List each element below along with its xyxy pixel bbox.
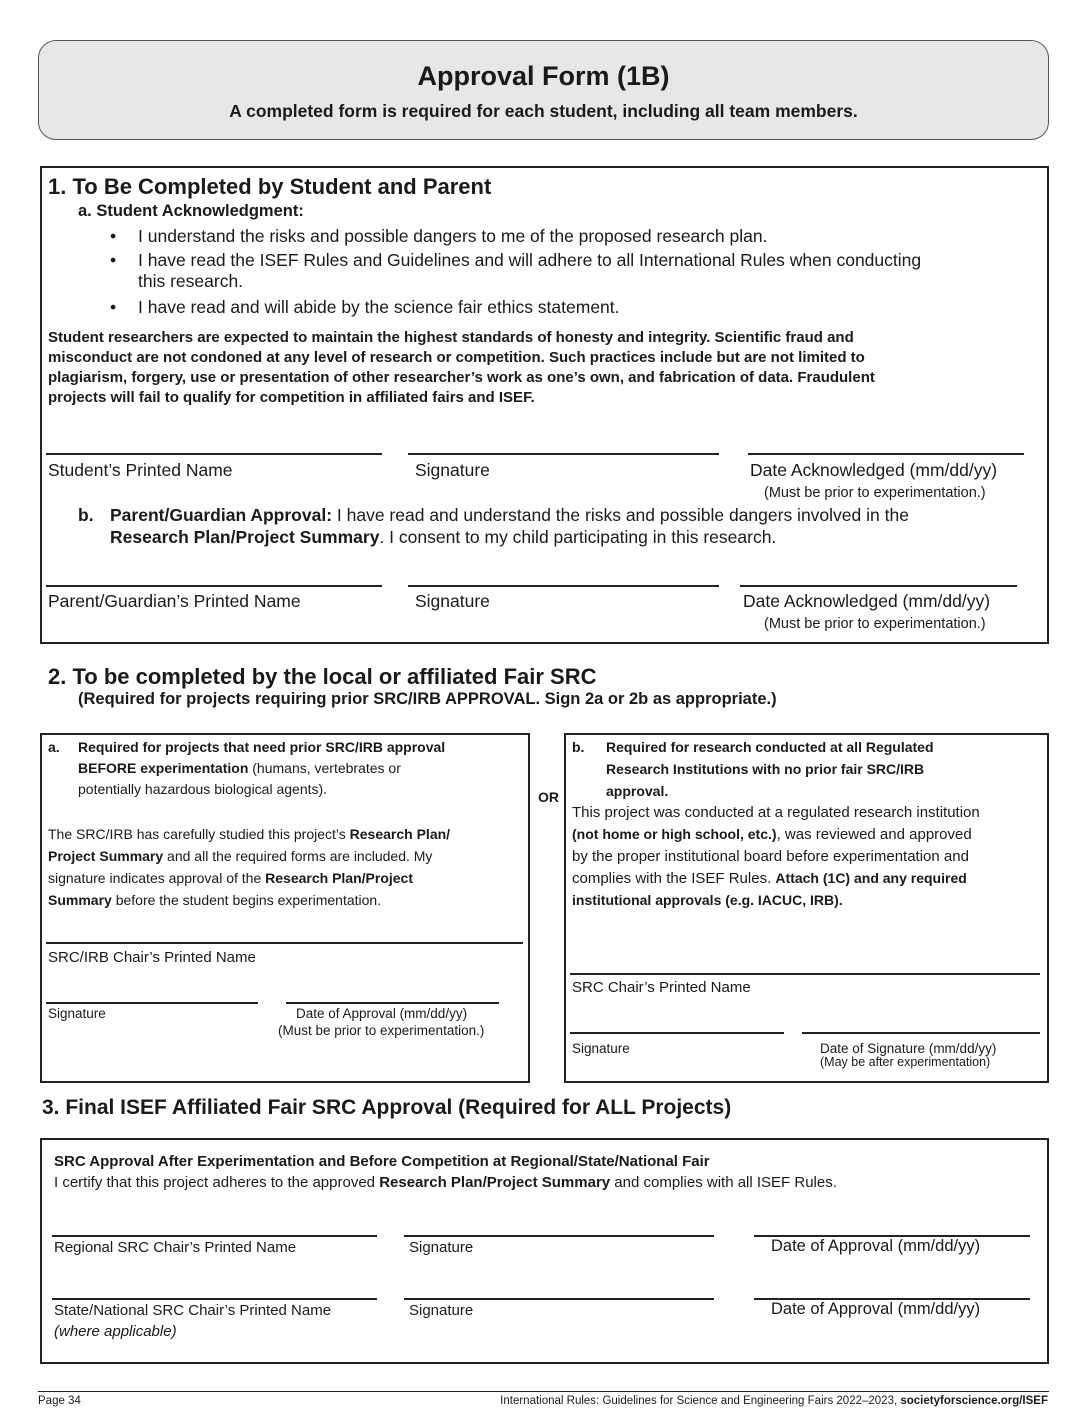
section2b-letter: b.: [572, 739, 585, 755]
bullet-2-cont: this research.: [138, 271, 244, 291]
section2a-para-2-bold: Project Summary: [48, 848, 164, 864]
section2a-para-1: [48, 826, 450, 842]
parent-approval-bold-2: Research Plan/Project Summary: [110, 527, 380, 547]
src-chair-date-line[interactable]: [802, 1032, 1040, 1034]
src-chair-date-label: Date of Signature (mm/dd/yy): [820, 1041, 997, 1056]
src-chair-name-line[interactable]: [570, 973, 1040, 975]
section2b-req-3: approval.: [606, 783, 669, 799]
state-name-line[interactable]: [52, 1298, 377, 1300]
student-name-line[interactable]: [46, 453, 382, 455]
section3-heading: 3. Final ISEF Affiliated Fair SRC Approval (Required for ALL Projects): [42, 1096, 732, 1119]
student-signature-line[interactable]: [408, 453, 719, 455]
section2a-para-1-bold: Research Plan/: [349, 826, 451, 842]
bullet-dot: •: [110, 226, 117, 246]
regional-signature-line[interactable]: [404, 1235, 714, 1237]
section2a-req-2-text: (humans, vertebrates or: [248, 760, 401, 776]
parent-name-line[interactable]: [46, 585, 382, 587]
bullet-2: I have read the ISEF Rules and Guidelines and will adhere to all International Rules when conducting: [138, 250, 922, 270]
student-ack-label: a. Student Acknowledgment:: [78, 202, 304, 220]
section2a-para-4: [48, 892, 381, 908]
section2a-para-4-text: before the student begins experimentation.: [111, 892, 382, 908]
parent-date-line[interactable]: [740, 585, 1017, 587]
section2a-letter: a.: [48, 739, 60, 755]
section2a-para-4-bold: Summary: [48, 892, 112, 908]
parent-approval-line-2: [110, 527, 776, 548]
section3-certify-bold: Research Plan/Project Summary: [379, 1174, 611, 1191]
section2b-para-2: [572, 826, 972, 843]
regional-signature-label: Signature: [409, 1239, 474, 1256]
section1-heading: 1. To Be Completed by Student and Parent: [48, 174, 492, 199]
integrity-line-2: misconduct are not condoned at any level of research or competition. Such practices include but are not limited to: [48, 349, 865, 366]
src-chair-signature-line[interactable]: [570, 1032, 784, 1034]
integrity-line-1: Student researchers are expected to maintain the highest standards of honesty and integrity. Scientific fraud and: [48, 329, 854, 346]
section3-certify-text-2: and complies with all ISEF Rules.: [610, 1174, 837, 1191]
src-irb-chair-name-label: SRC/IRB Chair’s Printed Name: [48, 949, 256, 966]
student-signature-label: Signature: [415, 460, 490, 480]
parent-date-note: (Must be prior to experimentation.): [764, 616, 986, 632]
section2a-para-3-text: signature indicates approval of the: [48, 870, 266, 886]
state-date-label: Date of Approval (mm/dd/yy): [771, 1300, 981, 1318]
section2b-req-1: Required for research conducted at all Regulated: [606, 739, 934, 755]
section3-certify: [54, 1174, 837, 1191]
src-chair-date-note: (May be after experimentation): [820, 1055, 991, 1069]
parent-approval-line-1: [110, 505, 909, 526]
section3-box-title: SRC Approval After Experimentation and Before Competition at Regional/State/National Fair: [54, 1153, 710, 1170]
section2b-para-2-bold: (not home or high school, etc.): [572, 826, 777, 842]
state-note: (where applicable): [54, 1323, 177, 1340]
src-irb-date-label: Date of Approval (mm/dd/yy): [296, 1006, 468, 1021]
section2a-req-1: Required for projects that need prior SRC/IRB approval: [78, 739, 446, 755]
section2b-para-4-bold: Attach (1C) and any required: [775, 870, 967, 886]
section2a-para-3-bold: Research Plan/Project: [265, 870, 413, 886]
section2-heading: 2. To be completed by the local or affiliated Fair SRC: [48, 664, 597, 689]
src-irb-date-note: (Must be prior to experimentation.): [278, 1023, 485, 1038]
parent-b-letter: b.: [78, 505, 94, 525]
footer-reference-text: International Rules: Guidelines for Science and Engineering Fairs 2022–2023,: [500, 1395, 901, 1407]
footer-rule: [38, 1391, 1049, 1392]
footer-url[interactable]: societyforscience.org/ISEF: [900, 1395, 1048, 1407]
state-name-label: State/National SRC Chair’s Printed Name: [54, 1302, 332, 1319]
parent-approval-bold: Parent/Guardian Approval:: [110, 505, 333, 525]
parent-approval-text: I have read and understand the risks and possible dangers involved in the: [332, 505, 909, 525]
section2b-para-1: This project was conducted at a regulated research institution: [572, 804, 980, 821]
parent-signature-line[interactable]: [408, 585, 719, 587]
state-signature-line[interactable]: [404, 1298, 714, 1300]
form-title: Approval Form (1B): [417, 61, 670, 91]
footer-reference: [500, 1395, 1048, 1407]
state-signature-label: Signature: [409, 1302, 474, 1319]
integrity-line-3: plagiarism, forgery, use or presentation of other researcher’s work as one’s own, and fabrication of data. Fraudulent: [48, 369, 875, 386]
src-irb-signature-label: Signature: [48, 1006, 106, 1021]
section2b-para-5: institutional approvals (e.g. IACUC, IRB).: [572, 892, 843, 908]
section3-certify-text: I certify that this project adheres to the approved: [54, 1174, 380, 1191]
section2b-para-3: by the proper institutional board before experimentation and: [572, 848, 969, 865]
bullet-3: I have read and will abide by the science fair ethics statement.: [138, 297, 620, 317]
regional-name-line[interactable]: [52, 1235, 377, 1237]
section2a-req-2: [78, 760, 401, 776]
student-date-note: (Must be prior to experimentation.): [764, 485, 986, 501]
student-date-label: Date Acknowledged (mm/dd/yy): [750, 460, 998, 480]
section2a-para-2-text: and all the required forms are included. My: [163, 848, 433, 864]
parent-approval-text-2: . I consent to my child participating in this research.: [379, 527, 777, 547]
section2b-para-2-text: , was reviewed and approved: [776, 826, 972, 843]
src-irb-chair-name-line[interactable]: [46, 942, 523, 944]
or-label: OR: [538, 789, 559, 805]
section2a-para-3: [48, 870, 413, 886]
section2b-para-4-text: complies with the ISEF Rules.: [572, 870, 776, 887]
src-irb-date-line[interactable]: [286, 1002, 499, 1004]
src-chair-signature-label: Signature: [572, 1041, 630, 1056]
section2a-para-1-text: The SRC/IRB has carefully studied this project’s: [48, 826, 350, 842]
src-irb-signature-line[interactable]: [46, 1002, 258, 1004]
bullet-1: I understand the risks and possible dangers to me of the proposed research plan.: [138, 226, 768, 246]
form-subtitle: A completed form is required for each student, including all team members.: [229, 101, 858, 121]
regional-date-label: Date of Approval (mm/dd/yy): [771, 1237, 981, 1255]
student-date-line[interactable]: [748, 453, 1024, 455]
section2a-req-2-bold: BEFORE experimentation: [78, 760, 249, 776]
section2b-req-2: Research Institutions with no prior fair SRC/IRB: [606, 761, 925, 777]
section2-subheading: (Required for projects requiring prior SRC/IRB APPROVAL. Sign 2a or 2b as appropriate.): [78, 690, 777, 708]
section2b-para-4: [572, 870, 967, 887]
page-number: Page 34: [38, 1395, 81, 1407]
bullet-dot: •: [110, 297, 117, 317]
bullet-dot: •: [110, 250, 117, 270]
section2a-para-2: [48, 848, 432, 864]
regional-name-label: Regional SRC Chair’s Printed Name: [54, 1239, 297, 1256]
student-name-label: Student’s Printed Name: [48, 460, 233, 480]
parent-date-label: Date Acknowledged (mm/dd/yy): [743, 591, 991, 611]
src-chair-name-label: SRC Chair’s Printed Name: [572, 979, 751, 996]
integrity-line-4: projects will fail to qualify for competition in affiliated fairs and ISEF.: [48, 389, 535, 406]
form-header: [38, 40, 1049, 140]
section2a-req-3: potentially hazardous biological agents).: [78, 781, 328, 797]
parent-signature-label: Signature: [415, 591, 490, 611]
parent-name-label: Parent/Guardian’s Printed Name: [48, 591, 301, 611]
